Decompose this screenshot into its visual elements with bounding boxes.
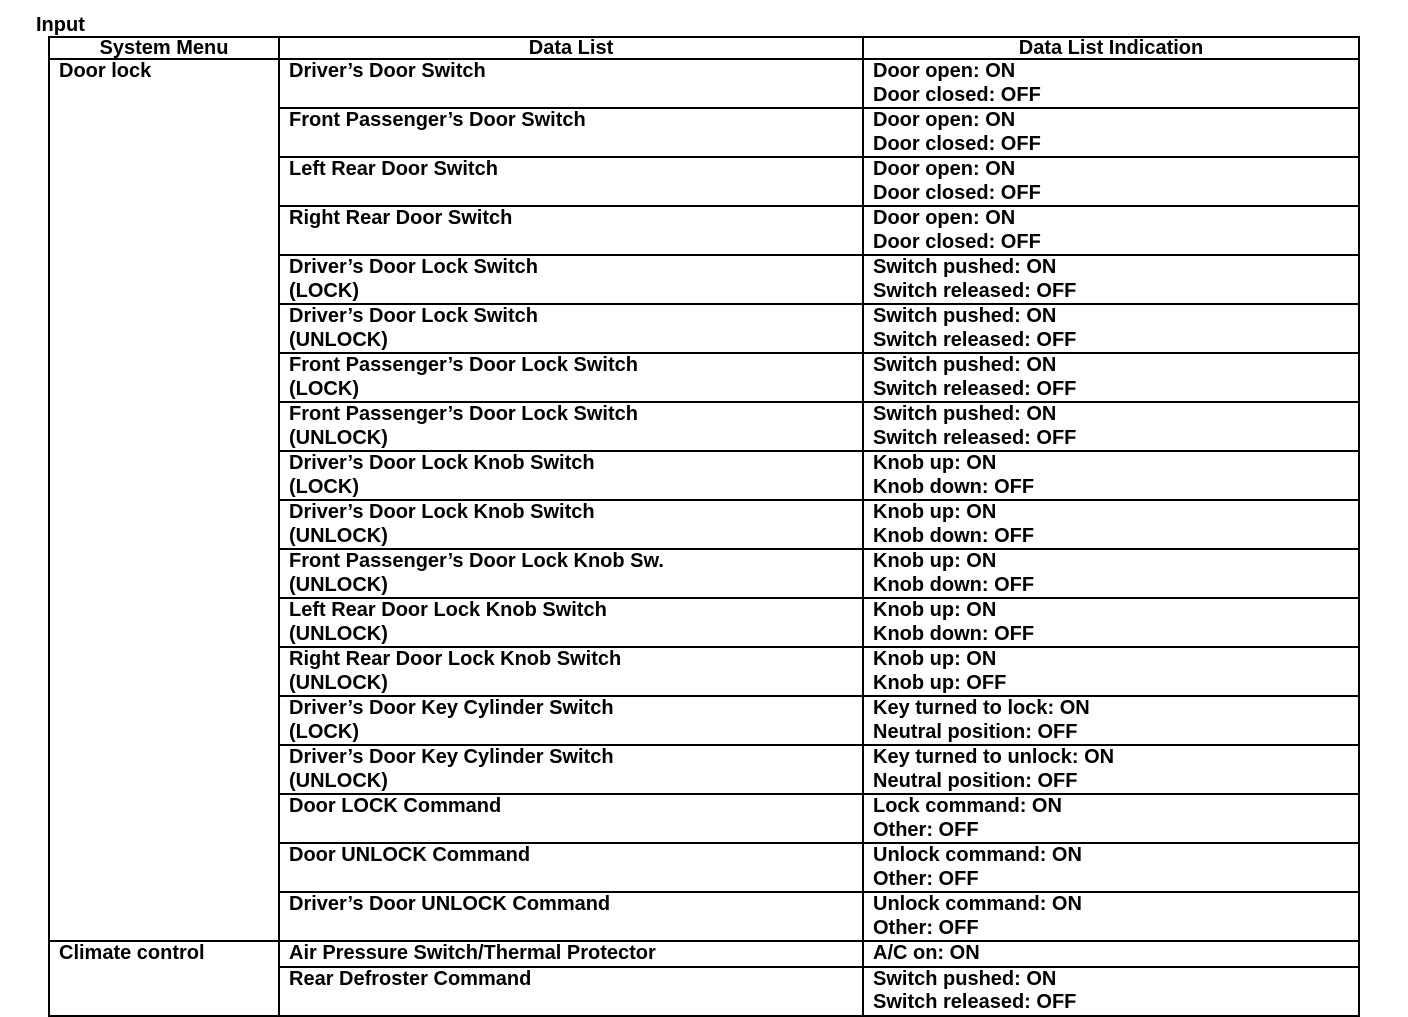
table-body	[49, 59, 1359, 1016]
column-header-indication: Data List Indication	[863, 37, 1359, 59]
indication-cell	[863, 843, 1359, 892]
indication-text: Knob down: OFF	[873, 622, 1035, 645]
indication-text: Switch pushed: ON	[873, 305, 1057, 327]
data-list-text: (UNLOCK)	[289, 426, 388, 449]
indication-text: Other: OFF	[873, 867, 979, 890]
data-list-text: Front Passenger’s Door Switch	[289, 109, 586, 131]
indication-cell	[863, 549, 1359, 598]
data-list-text: Left Rear Door Lock Knob Switch	[289, 599, 607, 621]
indication-text: Switch pushed: ON	[873, 354, 1057, 376]
data-list-text: (LOCK)	[289, 279, 359, 302]
data-list-cell	[279, 157, 863, 206]
indication-cell	[863, 794, 1359, 843]
data-list-text: (LOCK)	[289, 720, 359, 743]
indication-text: Unlock command: ON	[873, 844, 1082, 866]
indication-text: Key turned to unlock: ON	[873, 746, 1115, 768]
indication-text: Knob up: OFF	[873, 671, 1007, 694]
data-list-cell	[279, 108, 863, 157]
indication-text: Door closed: OFF	[873, 83, 1041, 106]
indication-cell	[863, 157, 1359, 206]
data-list-text: Driver’s Door Lock Switch	[289, 256, 538, 278]
data-list-text: Right Rear Door Lock Knob Switch	[289, 648, 622, 670]
data-list-text: (UNLOCK)	[289, 524, 388, 547]
indication-text: Switch released: OFF	[873, 991, 1077, 1013]
indication-cell	[863, 500, 1359, 549]
indication-text: Other: OFF	[873, 916, 979, 939]
indication-text: Switch pushed: ON	[873, 967, 1057, 990]
indication-text: Switch pushed: ON	[873, 403, 1057, 425]
indication-cell	[863, 59, 1359, 108]
data-list-text: Air Pressure Switch/Thermal Protector	[289, 942, 656, 964]
indication-cell	[863, 304, 1359, 353]
data-list-cell	[279, 500, 863, 549]
indication-text: Door closed: OFF	[873, 132, 1041, 155]
table-row	[49, 941, 1359, 967]
data-list-table	[48, 36, 1360, 1017]
indication-text: Knob down: OFF	[873, 475, 1035, 498]
data-list-text: Driver’s Door UNLOCK Command	[289, 893, 611, 915]
data-list-text: Driver’s Door Lock Knob Switch	[289, 452, 595, 474]
data-list-text: Door LOCK Command	[289, 795, 502, 817]
data-list-cell	[279, 843, 863, 892]
data-list-text: (UNLOCK)	[289, 328, 388, 351]
indication-text: Door closed: OFF	[873, 230, 1041, 253]
indication-text: Knob up: ON	[873, 501, 997, 523]
indication-cell	[863, 255, 1359, 304]
indication-cell	[863, 892, 1359, 941]
data-list-cell	[279, 967, 863, 1016]
data-list-text: Driver’s Door Key Cylinder Switch	[289, 746, 614, 768]
indication-text: Door open: ON	[873, 207, 1016, 229]
indication-text: Switch released: OFF	[873, 328, 1077, 351]
data-list-cell	[279, 696, 863, 745]
indication-cell	[863, 402, 1359, 451]
data-list-text: Driver’s Door Switch	[289, 60, 486, 82]
data-list-text: Right Rear Door Switch	[289, 207, 513, 229]
indication-cell	[863, 451, 1359, 500]
system-menu-cell: Door lock	[49, 59, 279, 941]
data-list-cell	[279, 402, 863, 451]
indication-text: Neutral position: OFF	[873, 720, 1078, 743]
indication-text: Switch pushed: ON	[873, 256, 1057, 278]
indication-text: Knob up: ON	[873, 648, 997, 670]
indication-text: Key turned to lock: ON	[873, 697, 1090, 719]
data-list-text: Front Passenger’s Door Lock Knob Sw.	[289, 550, 664, 572]
data-list-cell	[279, 304, 863, 353]
indication-text: Switch released: OFF	[873, 426, 1077, 449]
indication-cell	[863, 598, 1359, 647]
data-list-cell	[279, 598, 863, 647]
indication-text: Door closed: OFF	[873, 181, 1041, 204]
indication-cell	[863, 967, 1359, 1016]
indication-text: Unlock command: ON	[873, 893, 1082, 915]
table-row	[49, 59, 1359, 108]
data-list-text: Front Passenger’s Door Lock Switch	[289, 354, 638, 376]
indication-text: Door open: ON	[873, 109, 1016, 131]
indication-cell	[863, 941, 1359, 967]
data-list-cell	[279, 206, 863, 255]
indication-text: Knob down: OFF	[873, 573, 1035, 596]
data-list-text: Rear Defroster Command	[289, 967, 532, 990]
data-list-cell	[279, 745, 863, 794]
column-header-system-menu: System Menu	[49, 37, 279, 59]
data-list-text: (LOCK)	[289, 475, 359, 498]
indication-text: Neutral position: OFF	[873, 769, 1078, 792]
data-list-text: Driver’s Door Key Cylinder Switch	[289, 697, 614, 719]
data-list-cell	[279, 892, 863, 941]
data-list-cell	[279, 59, 863, 108]
indication-text: Other: OFF	[873, 818, 979, 841]
indication-text: Knob up: ON	[873, 550, 997, 572]
indication-text: Knob down: OFF	[873, 524, 1035, 547]
data-list-text: (LOCK)	[289, 377, 359, 400]
data-list-text: Door UNLOCK Command	[289, 844, 531, 866]
indication-cell	[863, 745, 1359, 794]
indication-text: Door open: ON	[873, 158, 1016, 180]
indication-text: Door open: ON	[873, 60, 1016, 82]
table-header-row	[49, 37, 1359, 59]
data-list-cell	[279, 549, 863, 598]
data-list-text: Driver’s Door Lock Switch	[289, 305, 538, 327]
data-list-text: (UNLOCK)	[289, 671, 388, 694]
data-list-text: (UNLOCK)	[289, 769, 388, 792]
indication-text: A/C on: ON	[873, 942, 980, 964]
column-header-data-list: Data List	[279, 37, 863, 59]
indication-text: Knob up: ON	[873, 599, 997, 621]
indication-cell	[863, 206, 1359, 255]
data-list-cell	[279, 794, 863, 843]
data-list-cell	[279, 647, 863, 696]
data-list-cell	[279, 353, 863, 402]
indication-cell	[863, 353, 1359, 402]
data-list-cell	[279, 255, 863, 304]
indication-cell	[863, 696, 1359, 745]
indication-cell	[863, 108, 1359, 157]
data-list-text: Driver’s Door Lock Knob Switch	[289, 501, 595, 523]
indication-text: Lock command: ON	[873, 795, 1062, 817]
data-list-text: (UNLOCK)	[289, 622, 388, 645]
indication-text: Knob up: ON	[873, 452, 997, 474]
data-list-text: Left Rear Door Switch	[289, 158, 498, 180]
data-list-text: (UNLOCK)	[289, 573, 388, 596]
section-heading: Input	[36, 14, 85, 36]
indication-cell	[863, 647, 1359, 696]
data-list-cell	[279, 941, 863, 967]
system-menu-cell: Climate control	[49, 941, 279, 1016]
data-list-cell	[279, 451, 863, 500]
data-list-text: Front Passenger’s Door Lock Switch	[289, 403, 638, 425]
indication-text: Switch released: OFF	[873, 377, 1077, 400]
indication-text: Switch released: OFF	[873, 279, 1077, 302]
